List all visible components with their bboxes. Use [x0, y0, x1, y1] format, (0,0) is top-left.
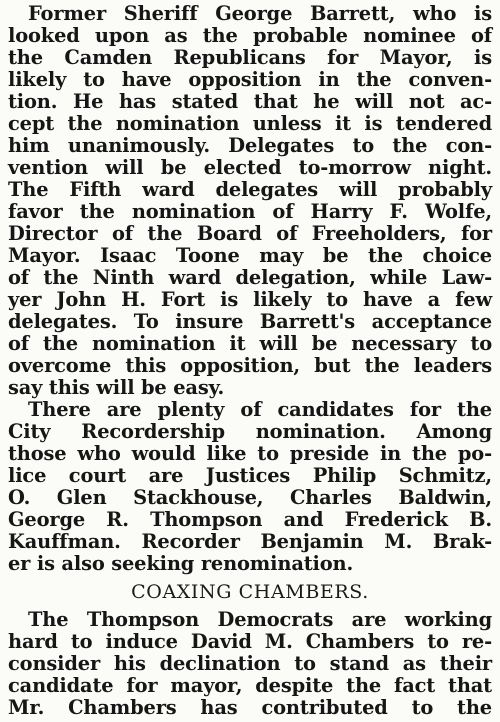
article-line: delegates. To insure Barrett's acceptance	[8, 310, 492, 333]
article-line: favor the nomination of Harry F. Wolfe,	[8, 200, 492, 223]
article-line: George R. Thompson and Frederick B.	[8, 508, 492, 531]
article-line: er is also seeking renomination.	[8, 552, 354, 575]
article-line: The Thompson Democrats are working	[28, 608, 492, 631]
article-line: O. Glen Stackhouse, Charles Baldwin,	[8, 486, 492, 509]
article-line: overcome this opposition, but the leaders	[8, 354, 492, 377]
article-line: candidate for mayor, despite the fact that	[8, 674, 492, 697]
article-line: of the nomination it will be necessary to	[8, 332, 492, 355]
article-line: lice court are Justices Philip Schmitz,	[8, 464, 492, 487]
article-line: Mr. Chambers has contributed to the	[8, 696, 492, 719]
article-line: likely to have opposition in the conven-	[8, 68, 492, 91]
article-line: Director of the Board of Freeholders, for	[8, 222, 492, 245]
section-heading: COAXING CHAMBERS.	[131, 581, 369, 603]
article-line: Former Sheriff George Barrett, who is	[28, 2, 492, 25]
article-line: those who would like to preside in the po-	[8, 442, 492, 465]
article-line: yer John H. Fort is likely to have a few	[8, 288, 492, 311]
article-line: the Camden Republicans for Mayor, is	[8, 46, 492, 69]
article-line: say this will be easy.	[8, 376, 225, 399]
article-line: looked upon as the probable nominee of	[8, 24, 492, 47]
article-line: him unanimously. Delegates to the con-	[8, 134, 492, 157]
article-line: of the Ninth ward delegation, while Law-	[8, 266, 492, 289]
article-line: The Fifth ward delegates will probably	[8, 178, 492, 201]
article-line: consider his declination to stand as their	[8, 652, 492, 675]
article-line: vention will be elected to-morrow night.	[8, 156, 492, 179]
article-line: City Recordership nomination. Among	[8, 420, 492, 443]
article-line: Mayor. Isaac Toone may be the choice	[8, 244, 492, 267]
article-line: cept the nomination unless it is tendered	[8, 112, 492, 135]
article-line: tion. He has stated that he will not ac-	[8, 90, 492, 113]
article-line: Kauffman. Recorder Benjamin M. Brak-	[8, 530, 492, 553]
article-line: hard to induce David M. Chambers to re-	[8, 630, 492, 653]
article-line: There are plenty of candidates for the	[28, 398, 492, 421]
